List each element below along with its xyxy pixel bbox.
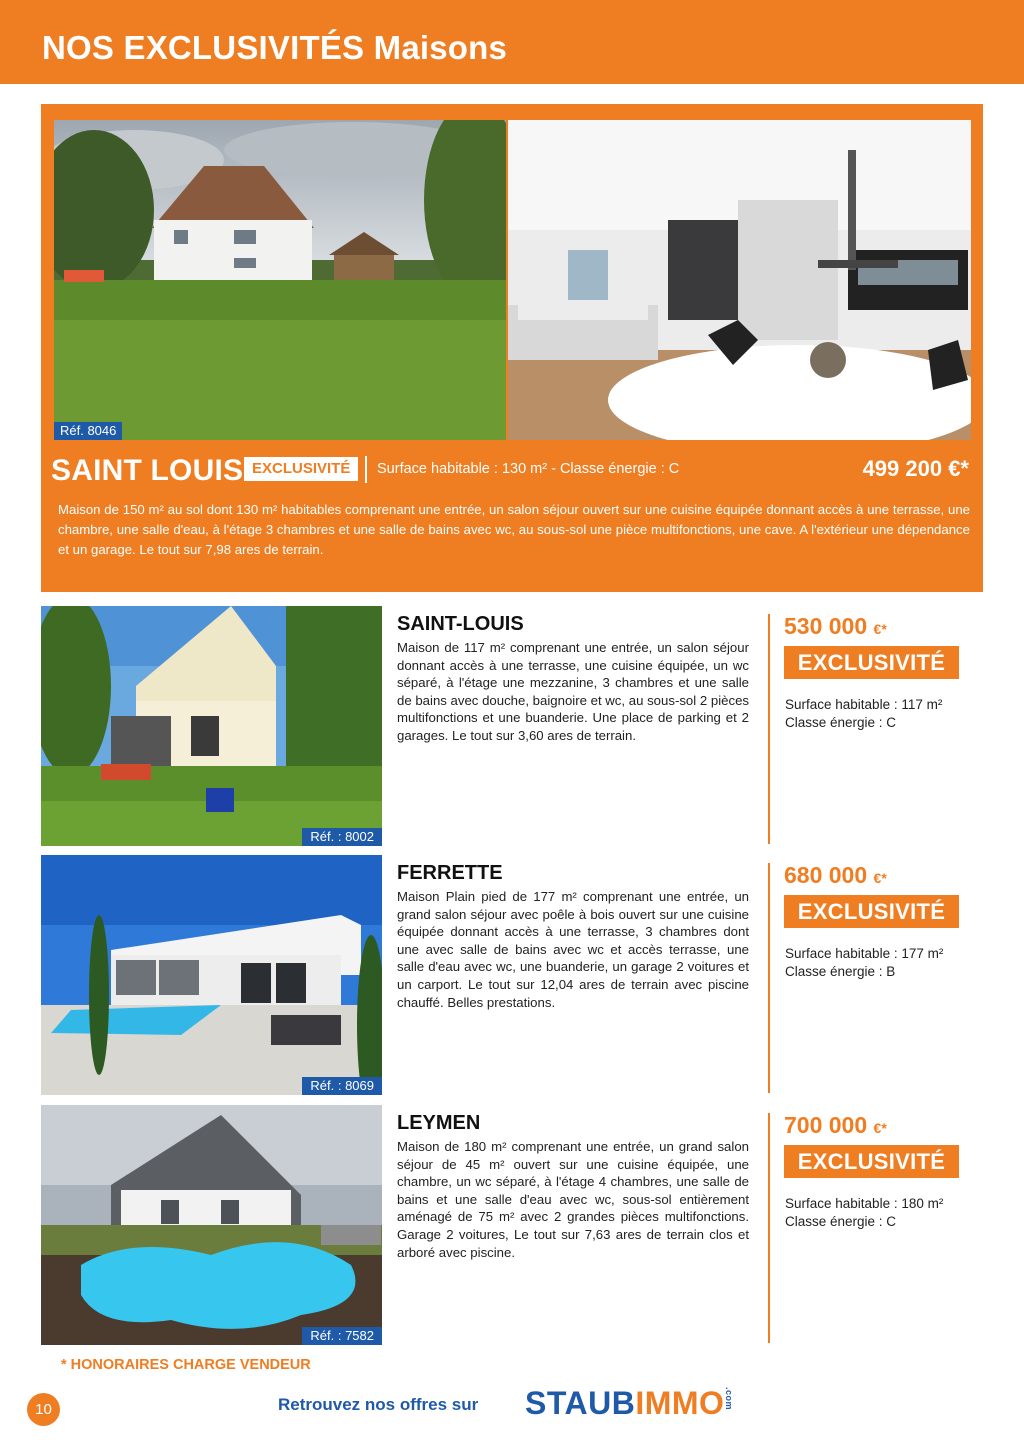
listing-card[interactable] <box>41 1105 983 1345</box>
listing-specs <box>785 696 942 732</box>
logo-suffix: .com <box>724 1387 735 1411</box>
listing-description: Maison Plain pied de 177 m² comprenant une entrée, un grand salon séjour avec poêle à bois ouvert sur une cuisine équipée donnant accès à une terrasse, 3 chambres dont une avec salle de bains avec wc et accès terrasse, une salle d'eau avec wc, une buanderie, un garage 2 voitures et un carport. Le tout sur 12,04 ares de terrain avec piscine chauffé. Belles prestations. <box>397 889 749 1010</box>
listing-price <box>784 613 887 640</box>
listing-price-value: 530 000 <box>784 613 868 639</box>
offers-text: Retrouvez nos offres sur <box>278 1395 479 1414</box>
listing-exclusivite-badge: EXCLUSIVITÉ <box>784 646 959 679</box>
listing-separator <box>768 1113 770 1343</box>
featured-separator <box>365 456 367 483</box>
listing-description: Maison de 117 m² comprenant une entrée, un salon séjour donnant accès à une terrasse, une cuisine équipée, un wc séparé, à l'étage une mezzanine, 3 chambres et une salle de bains avec douche, baignoire et wc, au sous-sol 2 pièces multifonctions et une buanderie. Une place de parking et 2 garages. Le tout sur 3,60 ares de terrain. <box>397 640 749 743</box>
listing-city: SAINT-LOUIS <box>397 613 524 635</box>
listing-surface: Surface habitable : 180 m² <box>785 1196 944 1211</box>
listing-exclusivite-badge: EXCLUSIVITÉ <box>784 895 959 928</box>
listing-energy: Classe énergie : C <box>785 715 897 730</box>
listing-surface: Surface habitable : 177 m² <box>785 946 944 961</box>
listing-surface: Surface habitable : 117 m² <box>785 697 943 712</box>
page-title: NOS EXCLUSIVITÉS Maisons <box>42 29 508 66</box>
listing-specs <box>785 1195 943 1231</box>
featured-exclusivite-badge: EXCLUSIVITÉ <box>244 457 358 481</box>
featured-ref-badge: Réf. 8046 <box>54 422 122 440</box>
listing-city: LEYMEN <box>397 1112 481 1134</box>
logo-part-immo: IMMO <box>635 1385 725 1421</box>
listing-price-currency: €* <box>873 621 887 637</box>
featured-city: SAINT LOUIS <box>51 454 244 487</box>
listing-separator <box>768 863 770 1093</box>
featured-price: 499 200 €* <box>862 456 969 481</box>
featured-listing[interactable] <box>41 104 983 592</box>
listing-description: Maison de 180 m² comprenant une entrée, un grand salon séjour de 45 m² ouvert sur une cuisine équipée, une chambre, un wc séparé, à l'étage 4 chambres, une salle de bains et une salle d'eau avec wc, sous-sol entièrement aménagé de 75 m² avec 2 grandes pièces multifonctions. Garage 2 voitures, Le tout sur 7,63 ares de terrain clos et arboré avec piscine. <box>397 1139 749 1260</box>
listing-photo[interactable] <box>41 855 382 1095</box>
listing-city: FERRETTE <box>397 862 503 884</box>
listing-photo[interactable] <box>41 1105 382 1345</box>
page-header <box>0 0 1024 84</box>
listing-price <box>784 862 887 889</box>
listing-card[interactable] <box>41 606 983 846</box>
page-number: 10 <box>27 1393 60 1426</box>
listing-ref-badge: Réf. : 7582 <box>302 1327 382 1345</box>
listing-ref-badge: Réf. : 8069 <box>302 1077 382 1095</box>
listing-price-currency: €* <box>873 1120 887 1136</box>
listing-price-value: 700 000 <box>784 1112 868 1138</box>
logo-part-staub: STAUB <box>525 1385 636 1421</box>
featured-photo-garden[interactable] <box>54 120 506 440</box>
listing-specs <box>785 945 943 981</box>
listing-price-currency: €* <box>873 870 887 886</box>
staubimmo-logo[interactable] <box>525 1385 749 1422</box>
fees-footnote: * HONORAIRES CHARGE VENDEUR <box>61 1357 311 1373</box>
listing-card[interactable] <box>41 855 983 1095</box>
listing-exclusivite-badge: EXCLUSIVITÉ <box>784 1145 959 1178</box>
listing-energy: Classe énergie : B <box>785 964 896 979</box>
listing-price-value: 680 000 <box>784 862 868 888</box>
featured-meta: Surface habitable : 130 m² - Classe énergie : C <box>377 461 680 477</box>
featured-description: Maison de 150 m² au sol dont 130 m² habitables comprenant une entrée, un salon séjour ouvert sur une cuisine équipée donnant accès à une terrasse, une chambre, une salle d'eau, à l'étage 3 chambres et une salle de bains avec wc, au sous-sol une pièce multifonctions, une cave. A l'extérieur une dépendance et un garage. Le tout sur 7,98 ares de terrain. <box>58 502 970 557</box>
listing-ref-badge: Réf. : 8002 <box>302 828 382 846</box>
featured-photo-interior[interactable] <box>508 120 971 440</box>
listing-photo[interactable] <box>41 606 382 846</box>
listing-separator <box>768 614 770 844</box>
listing-price <box>784 1112 887 1139</box>
listing-energy: Classe énergie : C <box>785 1214 897 1229</box>
